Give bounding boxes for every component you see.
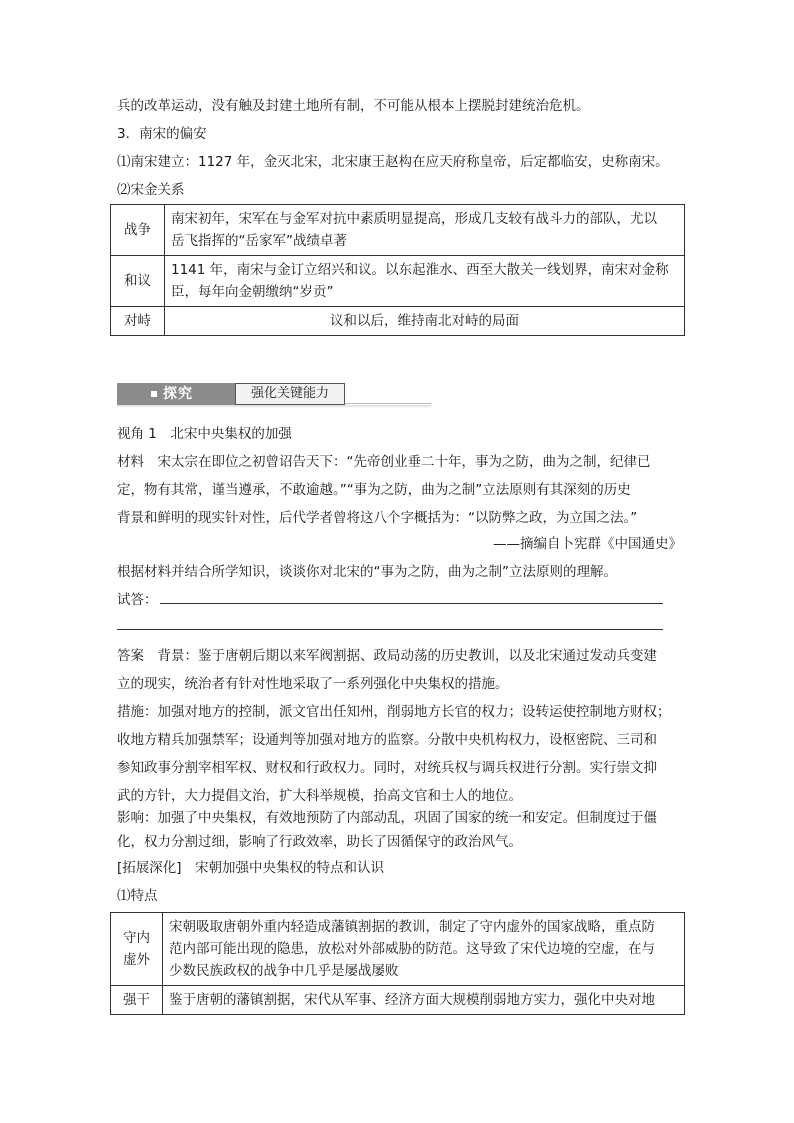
cell-line: 岳飞指挥的“岳家军”战绩卓著 — [171, 233, 347, 249]
paragraph-line: 兵的改革运动，没有触及封建土地所有制，不可能从根本上摆脱封建统治危机。 — [117, 98, 590, 114]
cell-line: 议和以后，维持南北对峙的局面 — [330, 313, 519, 329]
cell-line: 宋朝吸取唐朝外重内轻造成藩镇割据的教训，制定了守内虚外的国家战略，重点防 — [169, 919, 655, 935]
cell-line: 守内 — [123, 930, 150, 946]
answer-line: 影响：加强了中央集权，有效地预防了内部动乱，巩固了国家的统一和安定。但制度过于僵 — [117, 810, 657, 826]
answer-line: 化，权力分割过细，影响了行政效率，助长了因循保守的政治风气。 — [117, 834, 522, 850]
answer-line: 武的方针，大力提倡文治，扩大科举规模，抬高文官和士人的地位。 — [117, 788, 522, 804]
table-value-cell — [163, 913, 685, 986]
banner-shadow — [117, 405, 431, 408]
table-value-cell — [163, 986, 685, 1015]
table-row — [111, 986, 685, 1015]
cell-line: 强干 — [123, 992, 150, 1008]
banner-rule — [345, 403, 431, 404]
cell-line: 范内部可能出现的隐患，放松对外部威胁的防范。这导致了宋代边境的空虚，在与 — [169, 941, 655, 957]
answer-line: 措施：加强对地方的控制，派文官出任知州，削弱地方长官的权力；设转运使控制地方财权； — [117, 704, 671, 720]
answer-blank-line[interactable] — [160, 603, 663, 604]
song-jin-relations-table — [110, 204, 685, 336]
material-line: 定，物有其常，谨当遵承，不敢逾越。”“事为之防，曲为之制”立法原则有其深刻的历史 — [117, 482, 631, 498]
answer-blank-line[interactable] — [117, 629, 663, 630]
banner-title: 探究 — [163, 386, 193, 402]
material-source: ——摘编自卜宪群《中国通史》 — [493, 536, 682, 552]
section-heading: 3．南宋的偏安 — [117, 126, 207, 142]
table-value-cell — [165, 205, 685, 256]
table-key-cell: 战争 — [111, 205, 165, 256]
question-text: 根据材料并结合所学知识，谈谈你对北宋的“事为之防，曲为之制”立法原则的理解。 — [117, 564, 617, 580]
material-line: 背景和鲜明的现实针对性，后代学者曾将这八个字概括为：“以防弊之政，为立国之法。” — [117, 510, 638, 526]
list-item: ⑴南宋建立：1127 年，金灭北宋，北宋康王赵构在应天府称皇帝，后定都临安，史称南宋。 — [117, 154, 669, 170]
list-item: ⑴特点 — [117, 888, 158, 904]
answer-line: 答案 背景：鉴于唐朝后期以来军阀割据、政局动荡的历史教训，以及北宋通过发动兵变建 — [117, 648, 657, 664]
features-table — [110, 912, 685, 1015]
answer-line: 立的现实，统治者有针对性地采取了一系列强化中央集权的措施。 — [117, 676, 509, 692]
material-line: 材料 宋太宗在即位之初曾诏告天下：“先帝创业垂二十年，事为之防，曲为之制，纪律已 — [117, 454, 651, 470]
cell-line: 南宋初年，宋军在与金军对抗中素质明显提高，形成几支较有战斗力的部队，尤以 — [171, 211, 657, 227]
cell-line: 鉴于唐朝的藩镇割据，宋代从军事、经济方面大规模削弱地方实力，强化中央对地 — [169, 992, 655, 1008]
banner-subtitle: 强化关键能力 — [235, 383, 345, 405]
table-row — [111, 256, 685, 307]
cell-line: 臣，每年向金朝缴纳“岁贡” — [171, 284, 334, 300]
cell-line: 少数民族政权的战争中几乎是屡战屡败 — [169, 963, 399, 979]
table-key-cell: 和议 — [111, 256, 165, 307]
answer-line: 收地方精兵加强禁军；设通判等加强对地方的监察。分散中央机构权力，设枢密院、三司和 — [117, 732, 657, 748]
table-row — [111, 913, 685, 986]
section-banner — [117, 380, 431, 408]
square-bullet-icon — [151, 391, 157, 397]
extension-heading: [拓展深化] 宋朝加强中央集权的特点和认识 — [117, 860, 385, 876]
answer-line: 参知政事分割宰相军权、财权和行政权力。同时，对统兵权与调兵权进行分割。实行崇文抑 — [117, 760, 657, 776]
table-value-cell — [165, 307, 685, 336]
table-row — [111, 205, 685, 256]
table-key-cell — [111, 913, 163, 986]
angle-heading: 视角 1 北宋中央集权的加强 — [117, 426, 292, 442]
try-answer-label: 试答： — [117, 592, 158, 608]
cell-line: 1141 年，南宋与金订立绍兴和议。以东起淮水、西至大散关一线划界，南宋对金称 — [171, 262, 669, 278]
list-item: ⑵宋金关系 — [117, 182, 185, 198]
table-key-cell — [111, 986, 163, 1015]
table-value-cell — [165, 256, 685, 307]
cell-line: 虚外 — [123, 952, 150, 968]
table-key-cell: 对峙 — [111, 307, 165, 336]
table-row — [111, 307, 685, 336]
